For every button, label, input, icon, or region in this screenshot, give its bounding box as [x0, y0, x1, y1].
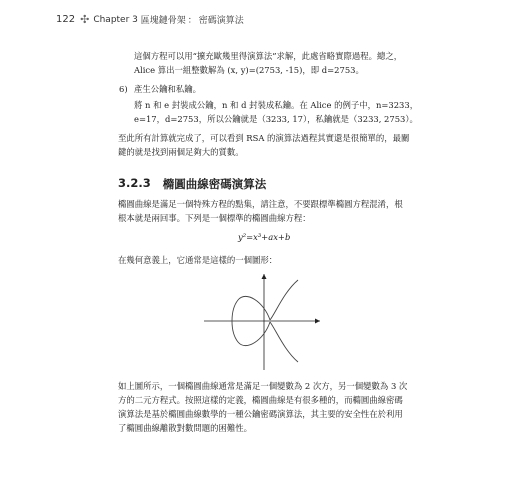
section-number: 3.2.3: [118, 176, 151, 190]
after-line3: 演算法是基於橢圓曲線數學的一種公鑰密碼演算法，其主要的安全性在於利用: [118, 409, 403, 419]
y-axis-arrow-icon: [262, 274, 267, 279]
list-line2: e=17，d=2753，所以公鑰就是（3233, 17），私鑰就是（3233, 2753）。: [134, 114, 418, 124]
elliptic-curve-formula: y²=x³+ax+b: [238, 232, 291, 242]
x-axis-arrow-icon: [315, 319, 320, 324]
header-separator: ：: [187, 16, 197, 26]
page-number: 122: [56, 14, 76, 25]
chapter-title: 區塊鏈骨架: [140, 16, 186, 26]
section-heading: [118, 176, 266, 192]
curve-upper-branch: [270, 280, 298, 320]
chapter-label: Chapter 3: [93, 14, 138, 25]
p1-line2: Alice 算出一組整數解為 (x, y)=(2753, -15)，即 d=2753。: [134, 65, 364, 75]
section-title: 密碼演算法: [198, 16, 244, 26]
ec-line2: 根本就是兩回事。下列是一個標準的橢圓曲線方程：: [118, 213, 311, 223]
after-line2: 方的二元方程式。按照這樣的定義，橢圓曲線是有很多種的，而橢圓曲線密碼: [118, 395, 403, 405]
after-line1: 如上圖所示，一個橢圓曲線通常是滿足一個變數為 2 次方，另一個變數為 3 次: [118, 381, 408, 391]
p1-line1: 這個方程可以用“擴充歐幾里得演算法”求解，此處省略實際過程。總之，: [134, 51, 403, 61]
list-line1: 將 n 和 e 封裝成公鑰，n 和 d 封裝成私鑰。在 Alice 的例子中，n=3233，: [134, 100, 419, 110]
curve-lower-branch: [270, 322, 298, 362]
section-heading-text: 橢圓曲線密碼演算法: [162, 177, 267, 191]
running-header: [56, 13, 244, 26]
list-title: 產生公鑰和私鑰。: [134, 84, 201, 94]
ornament-star-icon: ✣: [80, 13, 90, 26]
summary-line2: 鍵的就是找到兩個足夠大的質數。: [118, 147, 244, 157]
after-line4: 了橢圓曲線離散對數問題的困難性。: [118, 423, 252, 433]
list-number: 6): [119, 84, 128, 94]
ec-line1: 橢圓曲線是滿足一個特殊方程的點集，請注意，不要跟標準橢圓方程混淆，根: [118, 199, 403, 209]
geometry-line: 在幾何意義上，它通常是這樣的一個圖形：: [118, 255, 278, 265]
elliptic-curve-figure: [202, 272, 322, 372]
summary-line1: 至此所有計算就完成了，可以看到 RSA 的演算法過程其實還是很簡單的，最關: [118, 133, 410, 143]
